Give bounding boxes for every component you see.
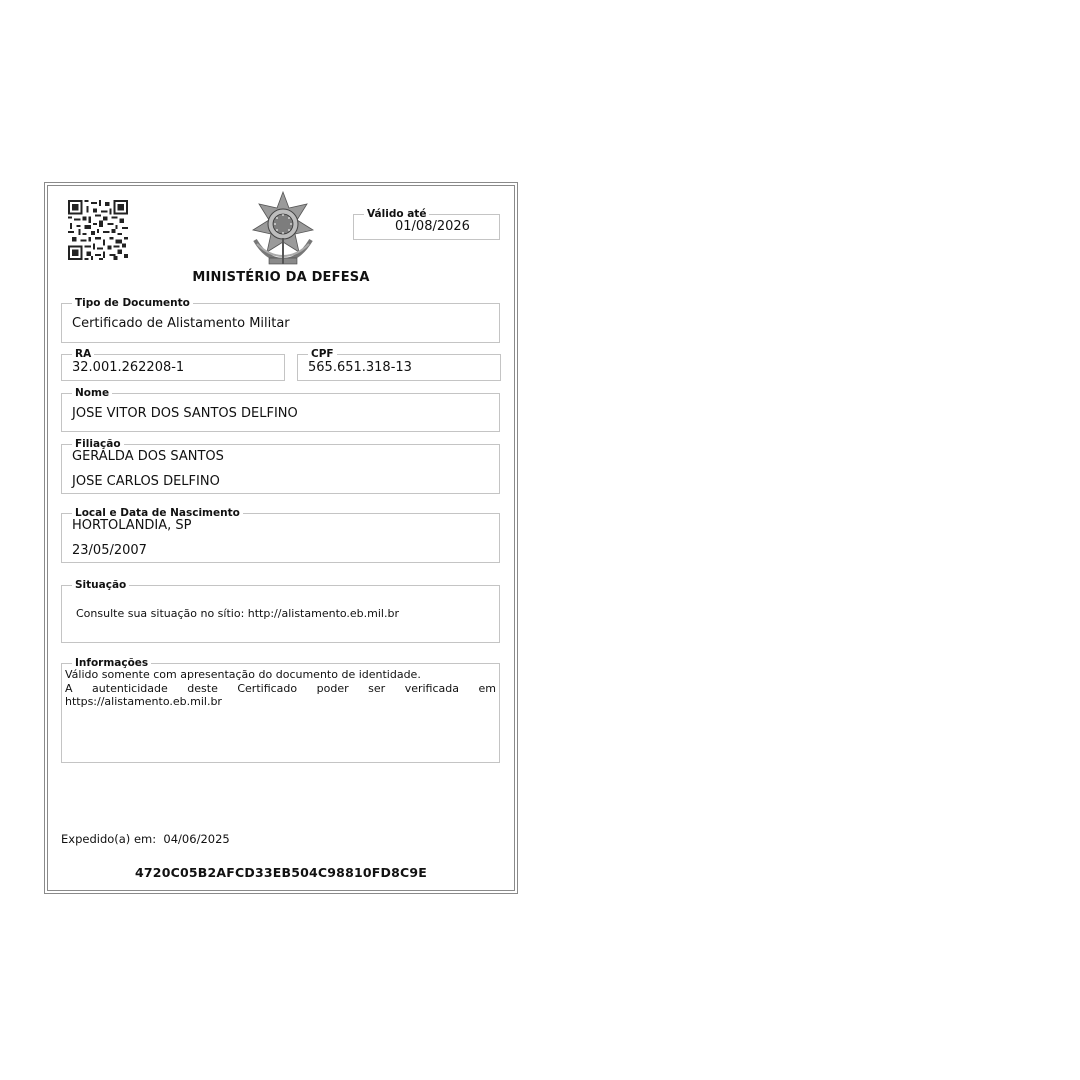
birth-place: HORTOLANDIA, SP <box>72 518 192 533</box>
filiation-field <box>61 438 500 494</box>
cpf-field <box>297 348 501 381</box>
qr-code-icon <box>68 200 128 260</box>
filiation-label: Filiação <box>72 437 124 451</box>
ra-label: RA <box>72 347 94 361</box>
information-line-2: A autenticidade deste Certificado poder ser verificada em <box>65 681 496 695</box>
ra-field <box>61 348 285 381</box>
valid-until-field <box>353 208 500 240</box>
authentication-hash: 4720C05B2AFCD33EB504C98810FD8C9E <box>135 865 427 880</box>
name-label: Nome <box>72 386 112 400</box>
document-type-field <box>61 297 500 343</box>
father-name: JOSE CARLOS DELFINO <box>72 474 220 489</box>
card-inner-border <box>47 185 515 891</box>
issued-label: Expedido(a) em: <box>61 832 157 846</box>
information-line-1: Válido somente com apresentação do documento de identidade. <box>65 668 421 681</box>
birth-label: Local e Data de Nascimento <box>72 506 243 520</box>
cpf-value: 565.651.318-13 <box>308 360 412 375</box>
valid-until-value: 01/08/2026 <box>395 219 470 234</box>
information-url: https://alistamento.eb.mil.br <box>65 695 222 708</box>
issued-line <box>61 832 230 846</box>
ra-value: 32.001.262208-1 <box>72 360 185 375</box>
information-label: Informações <box>72 656 151 670</box>
situation-text: Consulte sua situação no sítio: http://alistamento.eb.mil.br <box>76 607 399 620</box>
coat-of-arms-icon <box>247 190 319 266</box>
document-type-label: Tipo de Documento <box>72 296 193 310</box>
birth-field <box>61 507 500 563</box>
valid-until-label: Válido até <box>364 207 429 221</box>
information-text <box>65 668 496 709</box>
name-value: JOSE VITOR DOS SANTOS DELFINO <box>72 406 298 421</box>
issued-date: 04/06/2025 <box>163 832 230 846</box>
ministry-title: MINISTÉRIO DA DEFESA <box>192 270 370 285</box>
name-field <box>61 387 500 432</box>
information-field <box>61 657 500 763</box>
birth-date: 23/05/2007 <box>72 543 147 558</box>
mother-name: GERALDA DOS SANTOS <box>72 449 224 464</box>
situation-label: Situação <box>72 578 129 592</box>
military-certificate-card <box>44 182 518 894</box>
cpf-label: CPF <box>308 347 337 361</box>
document-type-value: Certificado de Alistamento Militar <box>72 316 290 331</box>
situation-field <box>61 579 500 643</box>
